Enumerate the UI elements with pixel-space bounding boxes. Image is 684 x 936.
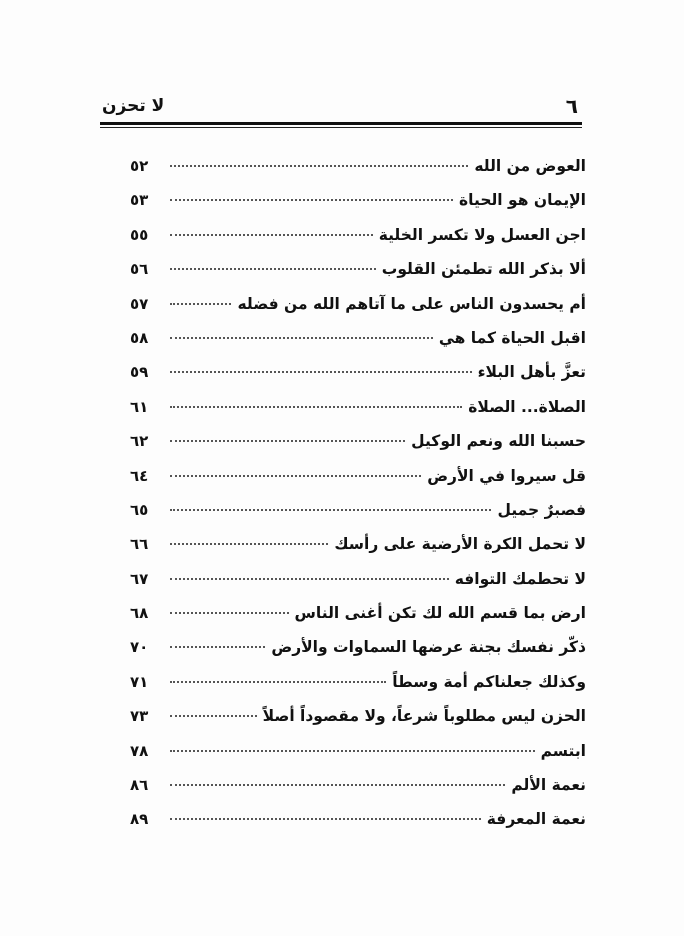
toc-entry-title: ارض بما قسم الله لك تكن أغنى الناس xyxy=(294,604,586,623)
toc-entry-page: ٥٥ xyxy=(130,225,149,244)
dot-leader xyxy=(170,715,257,717)
header-rule-thick xyxy=(100,122,582,125)
toc-entry-title: أم يحسدون الناس على ما آتاهم الله من فضله xyxy=(237,294,586,313)
toc-entry-title: الصلاة... الصلاة xyxy=(468,397,586,416)
dot-leader xyxy=(170,165,468,167)
toc-entry xyxy=(130,810,586,844)
toc-entry-title: الإيمان هو الحياة xyxy=(459,191,586,210)
toc-entry xyxy=(130,226,586,260)
toc-entry-title: العوض من الله xyxy=(474,157,586,175)
toc-entry-page: ٥٧ xyxy=(130,294,149,313)
toc-entry xyxy=(130,570,586,604)
dot-leader xyxy=(170,681,386,683)
dot-leader xyxy=(170,234,373,236)
toc-entry-page: ٧٠ xyxy=(130,638,149,657)
toc-entry-page: ٨٦ xyxy=(130,776,149,795)
toc-entry-page: ٨٩ xyxy=(130,810,149,829)
toc-entry-page: ٥٨ xyxy=(130,328,149,347)
dot-leader xyxy=(170,199,453,201)
toc-entry-page: ٦٨ xyxy=(130,604,149,623)
dot-leader xyxy=(170,475,421,477)
dot-leader xyxy=(170,371,472,373)
toc-entry-title: ابتسم xyxy=(540,741,586,760)
dot-leader xyxy=(170,818,481,820)
dot-leader xyxy=(170,440,405,442)
toc-entry-title: قل سيروا في الأرض xyxy=(427,466,586,485)
toc-entry-title: لا تحطمك التوافه xyxy=(454,569,586,588)
toc-entry xyxy=(130,535,586,569)
page-number: ٦ xyxy=(565,94,578,118)
toc-entry-title: اقبل الحياة كما هي xyxy=(438,328,586,347)
toc-entry xyxy=(130,673,586,707)
toc-entry-title: فصبرٌ جميل xyxy=(497,500,586,519)
dot-leader xyxy=(170,303,231,305)
toc-entry-page: ٦٤ xyxy=(130,466,149,485)
toc-entry-title: حسبنا الله ونعم الوكيل xyxy=(411,432,586,451)
toc-entry-page: ٧١ xyxy=(130,672,149,691)
toc-entry xyxy=(130,191,586,225)
toc-entry-title: نعمة المعرفة xyxy=(486,810,586,829)
dot-leader xyxy=(170,509,491,511)
toc-entry-page: ٧٣ xyxy=(130,707,149,726)
table-of-contents xyxy=(130,157,586,845)
toc-entry-page: ٥٩ xyxy=(130,363,149,382)
header-rule-thin xyxy=(100,127,582,128)
dot-leader xyxy=(170,406,462,408)
dot-leader xyxy=(170,337,433,339)
toc-entry-page: ٥٢ xyxy=(130,157,149,175)
toc-entry xyxy=(130,707,586,741)
running-title: لا تحزن xyxy=(102,96,165,116)
toc-entry xyxy=(130,260,586,294)
toc-entry xyxy=(130,638,586,672)
toc-entry-title: الحزن ليس مطلوباً شرعاً، ولا مقصوداً أصلاً xyxy=(262,707,586,726)
toc-entry xyxy=(130,329,586,363)
toc-entry-title: اجن العسل ولا تكسر الخلية xyxy=(378,225,586,244)
toc-entry-page: ٦٦ xyxy=(130,535,149,554)
toc-entry-page: ٦٥ xyxy=(130,500,149,519)
dot-leader xyxy=(170,784,505,786)
toc-entry-title: لا تحمل الكرة الأرضية على رأسك xyxy=(334,535,586,554)
toc-entry-title: تعزَّ بأهل البلاء xyxy=(477,363,586,382)
toc-entry-title: نعمة الألم xyxy=(511,776,586,795)
dot-leader xyxy=(170,612,289,614)
toc-entry xyxy=(130,432,586,466)
toc-entry xyxy=(130,363,586,397)
toc-entry xyxy=(130,742,586,776)
toc-entry-page: ٦٧ xyxy=(130,569,149,588)
toc-entry-page: ٦٢ xyxy=(130,432,149,451)
dot-leader xyxy=(170,268,376,270)
toc-entry-title: ألا بذكر الله تطمئن القلوب xyxy=(381,260,586,279)
toc-entry-title: وكذلك جعلناكم أمة وسطاً xyxy=(392,672,586,691)
dot-leader xyxy=(170,543,328,545)
dot-leader xyxy=(170,578,449,580)
toc-entry-page: ٦١ xyxy=(130,397,149,416)
toc-entry xyxy=(130,295,586,329)
toc-entry-title: ذكّر نفسك بجنة عرضها السماوات والأرض xyxy=(271,638,586,657)
toc-entry xyxy=(130,157,586,191)
toc-entry xyxy=(130,398,586,432)
page-header xyxy=(100,94,582,122)
dot-leader xyxy=(170,646,265,648)
toc-entry xyxy=(130,776,586,810)
toc-entry xyxy=(130,467,586,501)
toc-entry-page: ٧٨ xyxy=(130,741,149,760)
toc-entry-page: ٥٣ xyxy=(130,191,149,210)
toc-entry xyxy=(130,501,586,535)
toc-entry xyxy=(130,604,586,638)
dot-leader xyxy=(170,750,535,752)
toc-entry-page: ٥٦ xyxy=(130,260,149,279)
